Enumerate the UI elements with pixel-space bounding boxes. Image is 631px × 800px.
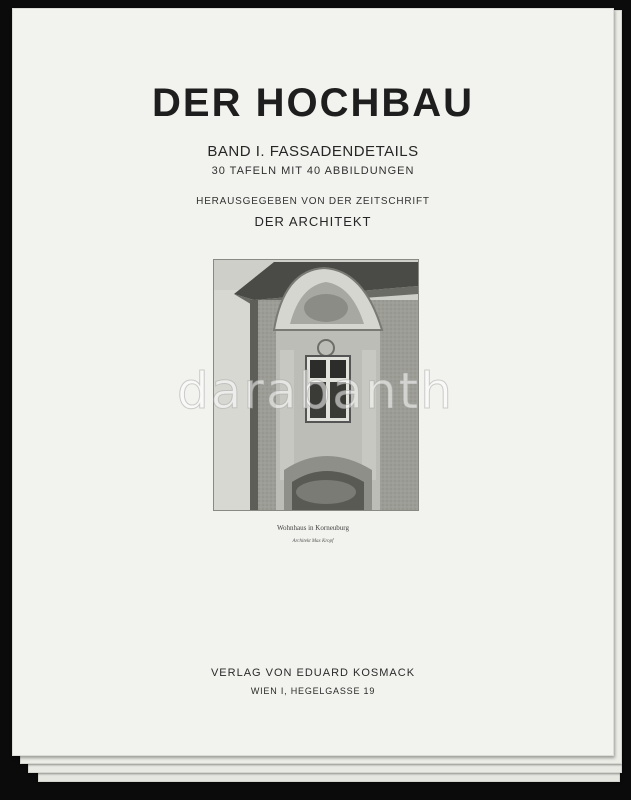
publisher-address: WIEN I, HEGELGASSE 19: [250, 686, 376, 696]
building-photo: [213, 259, 419, 511]
publisher-note: HERAUSGEGEBEN VON DER ZEITSCHRIFT: [196, 196, 430, 207]
watermark-text: darabanth: [177, 362, 454, 420]
cover-title: DER HOCHBAU: [152, 81, 474, 125]
photo-subcaption: Architekt Max Kropf: [292, 539, 334, 544]
plates-count: 30 TAFELN MIT 40 ABBILDUNGEN: [211, 165, 415, 177]
photo-caption: Wohnhaus in Korneuburg: [276, 524, 350, 532]
cover-sheet: [12, 8, 614, 756]
journal-name: DER ARCHITEKT: [254, 214, 372, 229]
volume-subtitle: BAND I. FASSADENDETAILS: [207, 143, 419, 160]
publisher-name: VERLAG VON EDUARD KOSMACK: [210, 667, 416, 679]
